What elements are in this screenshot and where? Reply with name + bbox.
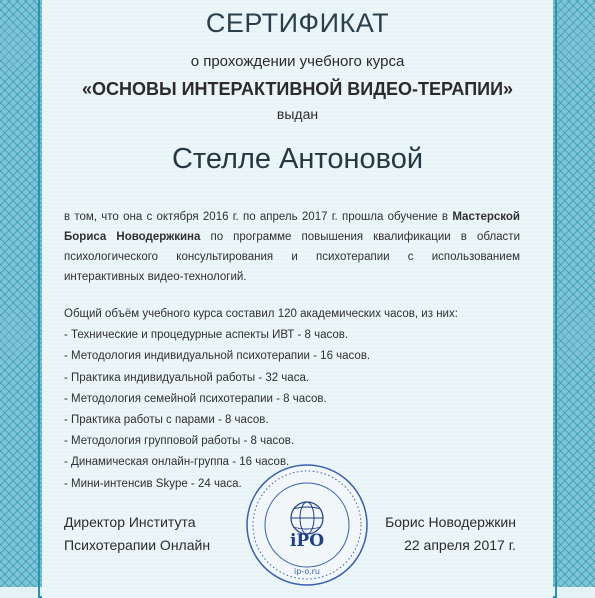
seal-url: ip-o.ru <box>294 567 320 576</box>
hours-intro: Общий объём учебного курса составил 120 академических часов, из них: <box>64 308 458 320</box>
paragraph-text-1: в том, что она с октября 2016 г. по апрель 2017 г. прошла обучение в <box>64 211 449 223</box>
globe-icon <box>291 502 323 534</box>
director-title-line1: Директор Института <box>64 514 196 530</box>
course-name: «ОСНОВЫ ИНТЕРАКТИВНОЙ ВИДЕО-ТЕРАПИИ» <box>81 79 514 99</box>
signatory-name: Борис Новодержкин <box>385 514 516 530</box>
certificate-title: СЕРТИФИКАТ <box>205 8 390 38</box>
certificate-subtitle: о прохождении учебного курса <box>190 53 405 70</box>
module-item: - Практика индивидуальной работы - 32 часа. <box>64 371 310 384</box>
module-item: - Методология групповой работы - 8 часов. <box>64 435 295 448</box>
issue-date: 22 апреля 2017 г. <box>404 537 516 553</box>
school-name: Мастерской Бориса Новодержкина <box>64 211 520 243</box>
issued-label: выдан <box>276 106 319 122</box>
seal-logo: iPO <box>289 531 325 551</box>
module-item: - Технические и процедурные аспекты ИВТ - 8 часов. <box>64 329 349 342</box>
module-item: - Методология семейной психотерапии - 8 часов. <box>64 392 327 405</box>
director-title-line2: Психотерапии Онлайн <box>64 537 211 553</box>
director-title <box>64 511 210 557</box>
module-item: - Практика работы с парами - 8 часов. <box>64 414 269 427</box>
paragraph-text-2: по программе повышения квалификации в области психологического консультирования и психотерапии с использованием интерактивных видео-технологий. <box>64 231 520 283</box>
completion-paragraph <box>64 207 520 287</box>
institute-seal <box>244 462 370 588</box>
module-item: - Мини-интенсив Skype - 24 часа. <box>64 477 242 490</box>
signatory <box>356 511 516 557</box>
module-item: - Динамическая онлайн-группа - 16 часов. <box>64 456 290 469</box>
module-item: - Методология индивидуальной психотерапии - 16 часов. <box>64 350 371 363</box>
recipient-name: Стелле Антоновой <box>171 143 424 175</box>
